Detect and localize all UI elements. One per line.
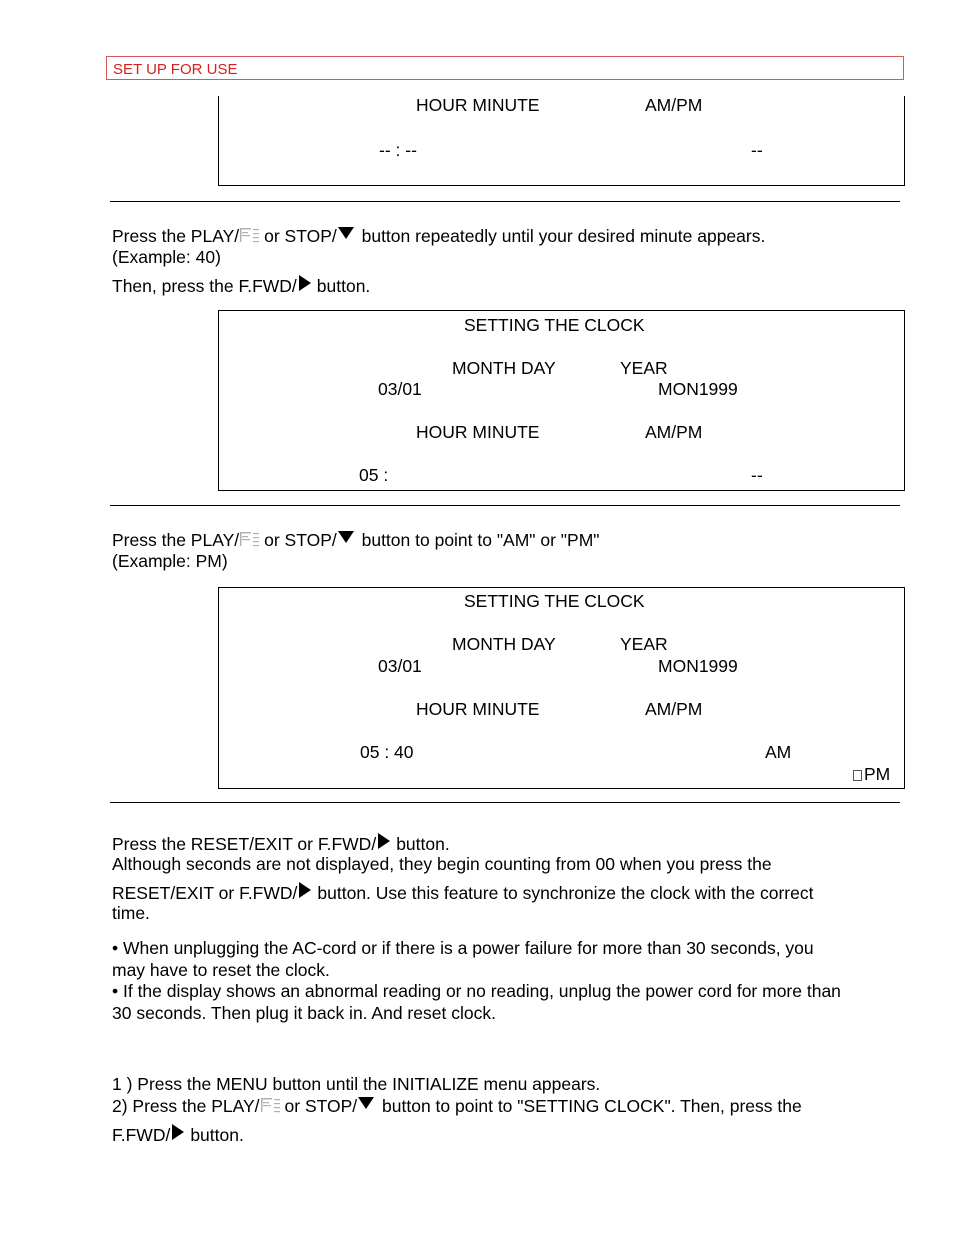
ampm-label: AM/PM [645, 422, 703, 442]
down-triangle-icon [358, 1097, 374, 1109]
reset-step-2 [112, 1096, 802, 1118]
time-value: 05 : 40 [360, 742, 414, 762]
step-text: button. [396, 834, 450, 854]
screen-title: SETTING THE CLOCK [464, 591, 645, 611]
step-text: F.FWD/ [112, 1125, 171, 1145]
step-text: button. [190, 1125, 244, 1145]
reset-step-1: 1 ) Press the MENU button until the INITIALIZE menu appears. [112, 1074, 601, 1094]
step-minute-example: (Example: 40) [112, 247, 221, 267]
step-finish-line-3 [112, 882, 813, 905]
year-value: MON1999 [658, 379, 738, 399]
month-day-label: MONTH DAY [452, 358, 556, 378]
note-2-line-1: • If the display shows an abnormal reading or no reading, unplug the power cord for more than [112, 981, 841, 1001]
step-text: Press the RESET/EXIT or F.FWD/ [112, 834, 377, 854]
step-text: button to point to "AM" or "PM" [361, 530, 600, 550]
screen-title: SETTING THE CLOCK [464, 315, 645, 335]
year-value: MON1999 [658, 656, 738, 676]
section-header [106, 56, 904, 80]
step-text: or STOP/ [264, 530, 337, 550]
step-text: button repeatedly until your desired minute appears. [361, 226, 766, 246]
am-value: AM [765, 742, 792, 762]
divider [110, 802, 900, 803]
ampm-label: AM/PM [645, 95, 703, 115]
selection-box-icon [853, 770, 862, 781]
divider [110, 505, 900, 506]
date-value: 03/01 [378, 379, 422, 399]
step-finish-line-2: Although seconds are not displayed, they begin counting from 00 when you press the [112, 854, 772, 874]
step-minute-line-3 [112, 275, 370, 298]
right-triangle-icon [378, 833, 390, 849]
hour-minute-label: HOUR MINUTE [416, 422, 540, 442]
date-value: 03/01 [378, 656, 422, 676]
note-1-line-1: • When unplugging the AC-cord or if there is a power failure for more than 30 seconds, you [112, 938, 814, 958]
step-text: button. [316, 276, 371, 296]
hour-minute-label: HOUR MINUTE [416, 95, 540, 115]
down-triangle-icon [338, 531, 354, 543]
time-value: -- : -- [379, 140, 417, 160]
step-text: RESET/EXIT or F.FWD/ [112, 883, 298, 903]
section-header-title: SET UP FOR USE [113, 61, 238, 78]
clock-screen-3 [218, 587, 905, 789]
divider [110, 201, 900, 202]
right-triangle-icon [172, 1124, 184, 1140]
step-text: Press the PLAY/ [112, 530, 240, 550]
play-icon [239, 531, 261, 547]
clock-screen-1 [218, 96, 905, 186]
play-icon [239, 227, 261, 243]
note-2-line-2: 30 seconds. Then plug it back in. And reset clock. [112, 1003, 496, 1023]
step-text: button. Use this feature to synchronize the clock with the correct [317, 883, 814, 903]
pm-value: PM [864, 764, 891, 784]
ampm-value: -- [751, 465, 763, 485]
step-ampm-line-1 [112, 530, 599, 552]
clock-screen-2 [218, 310, 905, 491]
step-text: or STOP/ [264, 226, 337, 246]
note-1-line-2: may have to reset the clock. [112, 960, 330, 980]
step-finish-line-4: time. [112, 903, 150, 923]
year-label: YEAR [620, 634, 668, 654]
reset-step-3 [112, 1124, 244, 1147]
step-text: Press the PLAY/ [112, 226, 240, 246]
ampm-value: -- [751, 140, 763, 160]
hour-minute-label: HOUR MINUTE [416, 699, 540, 719]
step-text: or STOP/ [284, 1096, 358, 1116]
year-label: YEAR [620, 358, 668, 378]
right-triangle-icon [299, 275, 311, 291]
time-value: 05 : [359, 465, 389, 485]
step-text: Then, press the F.FWD/ [112, 276, 297, 296]
step-ampm-example: (Example: PM) [112, 551, 228, 571]
ampm-label: AM/PM [645, 699, 703, 719]
step-minute-line-1 [112, 226, 765, 248]
step-text: button to point to "SETTING CLOCK". Then, press the [382, 1096, 802, 1116]
right-triangle-icon [299, 882, 311, 898]
down-triangle-icon [338, 227, 354, 239]
step-text: 2) Press the PLAY/ [112, 1096, 260, 1116]
play-icon [260, 1097, 282, 1113]
pm-selection [853, 766, 890, 784]
month-day-label: MONTH DAY [452, 634, 556, 654]
step-finish-line-1 [112, 833, 450, 856]
